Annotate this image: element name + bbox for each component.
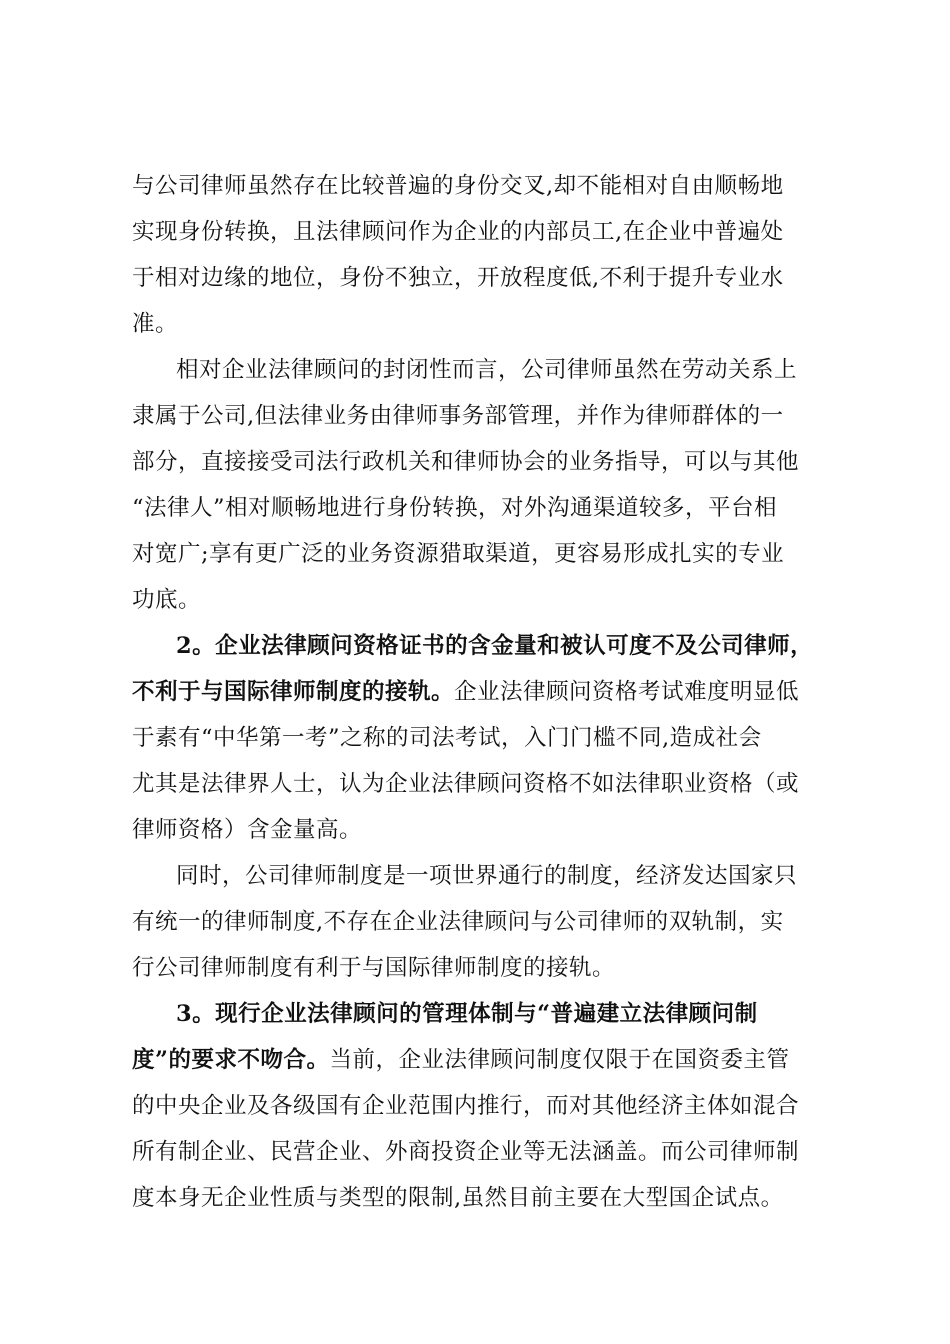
text-line: 尤其是法律界人士，认为企业法律顾问资格不如法律职业资格（或 [132, 771, 800, 797]
text-line: 于相对边缘的地位，身份不独立，开放程度低,不利于提升专业水 [132, 265, 784, 291]
section-heading [176, 991, 950, 1037]
text-line [132, 669, 950, 715]
text-line: 的中央企业及各级国有企业范围内推行，而对其他经济主体如混合 [132, 1093, 800, 1119]
text-line: 行公司律师制度有利于与国际律师制度的接轨。 [132, 955, 616, 981]
text-line: 实现身份转换，且法律顾问作为企业的内部员工,在企业中普遍处 [132, 219, 784, 245]
heading-text: 2。企业法律顾问资格证书的含金量和被认可度不及公司律师， [176, 633, 814, 659]
body-text: 当前，企业法律顾问制度仅限于在国资委主管 [329, 1047, 790, 1073]
text-line: 对宽广;享有更广泛的业务资源猎取渠道，更容易形成扎实的专业 [132, 541, 785, 567]
section-heading [176, 623, 950, 669]
heading-text: 不利于与国际律师制度的接轨。 [132, 679, 455, 705]
text-line: 与公司律师虽然存在比较普遍的身份交叉,却不能相对自由顺畅地 [132, 173, 784, 199]
heading-text: 3。现行企业法律顾问的管理体制与“普遍建立法律顾问制 [176, 1001, 758, 1027]
heading-text: 度”的要求不吻合。 [132, 1047, 330, 1073]
text-line: “法律人”相对顺畅地进行身份转换，对外沟通渠道较多，平台相 [132, 495, 778, 521]
text-line: 相对企业法律顾问的封闭性而言，公司律师虽然在劳动关系上 [176, 357, 798, 383]
text-line: 度本身无企业性质与类型的限制,虽然目前主要在大型国企试点。 [132, 1185, 784, 1211]
text-line: 准。 [132, 311, 179, 337]
text-line: 功底。 [132, 587, 202, 613]
text-line: 隶属于公司,但法律业务由律师事务部管理，并作为律师群体的一 [132, 403, 784, 429]
body-text: 企业法律顾问资格考试难度明显低 [454, 679, 800, 705]
text-line: 于素有“中华第一考”之称的司法考试，入门门槛不同,造成社会 [132, 725, 762, 751]
text-line: 同时，公司律师制度是一项世界通行的制度，经济发达国家只 [176, 863, 798, 889]
text-line: 部分，直接接受司法行政机关和律师协会的业务指导，可以与其他 [132, 449, 800, 475]
text-line: 有统一的律师制度,不存在企业法律顾问与公司律师的双轨制，实 [132, 909, 784, 935]
text-line: 所有制企业、民营企业、外商投资企业等无法涵盖。而公司律师制 [132, 1139, 800, 1165]
text-line: 律师资格）含金量高。 [132, 817, 363, 843]
text-line [132, 1037, 950, 1083]
